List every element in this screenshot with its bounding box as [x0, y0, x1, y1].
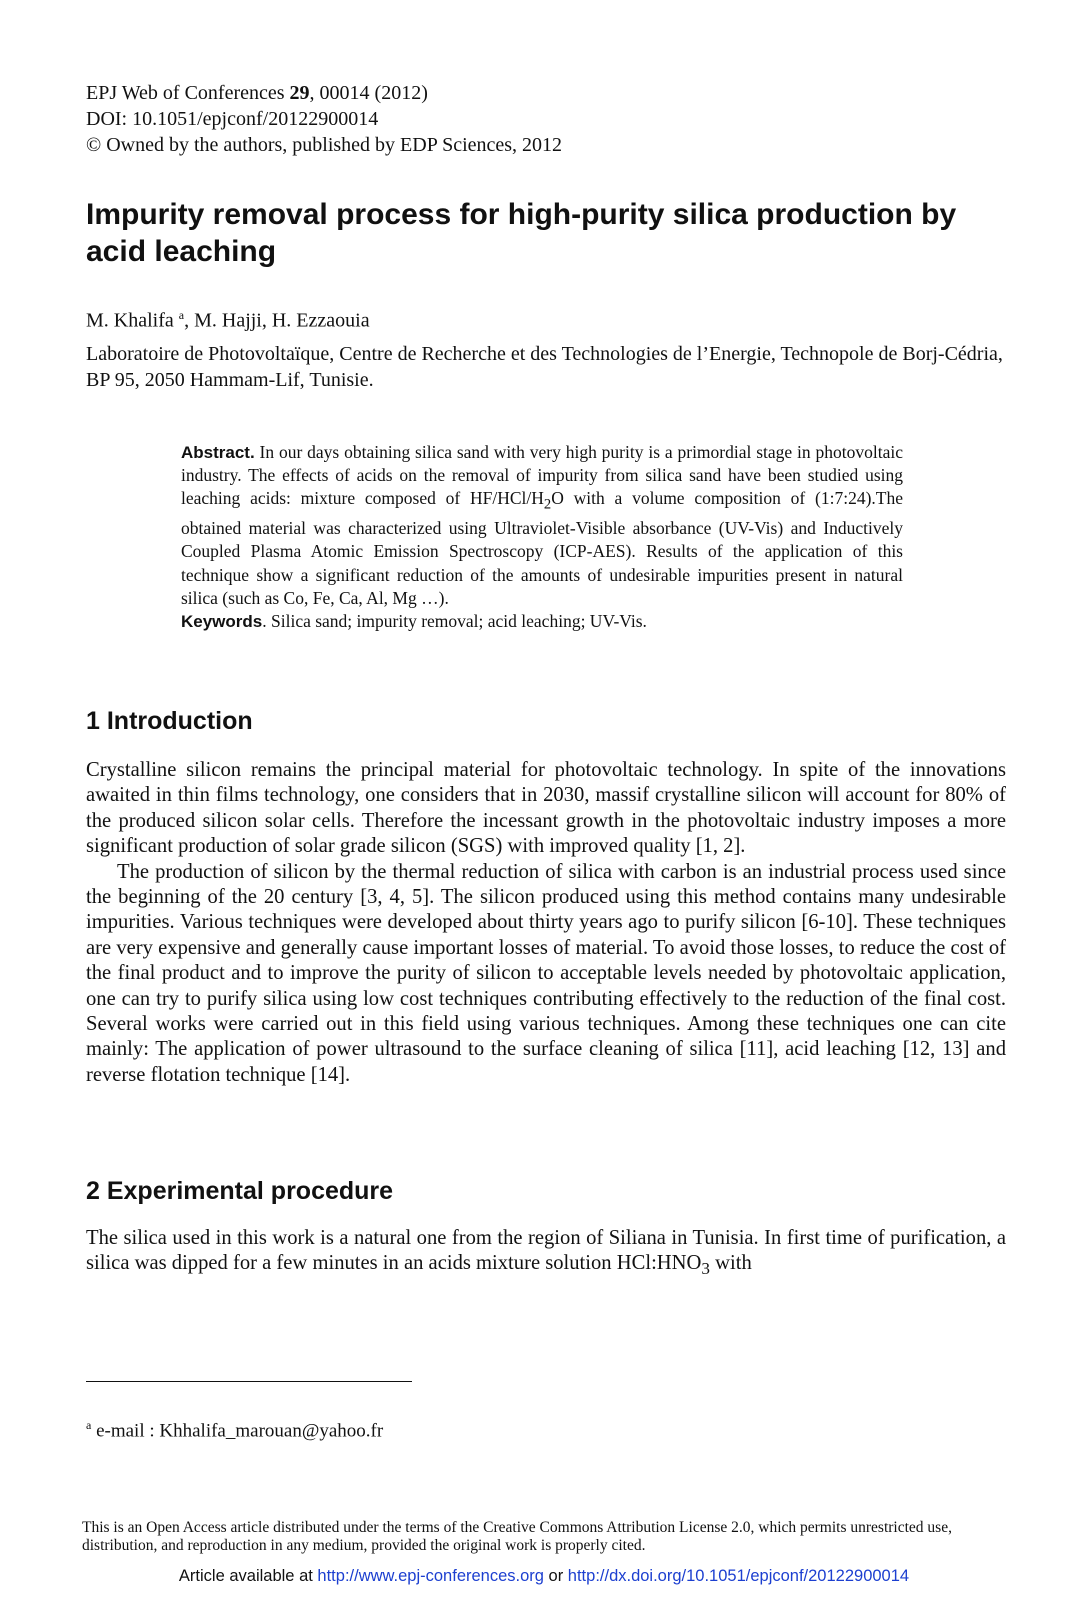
doi-link[interactable]: http://dx.doi.org/10.1051/epjconf/20122900014	[567, 1567, 910, 1585]
footnote	[86, 1413, 383, 1443]
journal-volume: 29	[289, 82, 310, 104]
epj-conferences-link[interactable]: http://www.epj-conferences.org	[317, 1567, 544, 1585]
article-availability: Article available at http://www.epj-conferences.org or http://dx.doi.org/10.1051/epjconf/20122900014	[178, 1567, 910, 1585]
abstract-block	[181, 441, 903, 633]
section-heading-introduction: 1 Introduction	[86, 707, 253, 735]
experimental-body	[86, 1226, 1006, 1282]
journal-header	[86, 80, 562, 158]
keywords-label: Keywords	[181, 611, 263, 631]
license-notice: This is an Open Access article distributed under the terms of the Creative Commons Attribution License 2.0, which permits unrestricted use, distribution, and reproduction in any medium, provided the original work is properly cited.	[82, 1519, 952, 1554]
abstract-paragraph: Abstract. In our days obtaining silica sand with very high purity is a primordial stage in photovoltaic industry. The effects of acids on the removal of impurity from silica sand have been studied using leaching acids: mixture composed of $HF/HCl/H_2O$ with a volume composition of (1:7:24).The obtained material was characterized using Ultraviolet-Visible absorbance (UV-Vis) and Inductively Coupled Plasma Atomic Emission Spectroscopy (ICP-AES). Results of the application of this technique show a significant reduction of the amounts of undesirable impurities present in natural silica (such as Co, Fe, Ca, Al, Mg …).	[181, 442, 903, 608]
affiliation: Laboratoire de Photovoltaïque, Centre de Recherche et des Technologies de l’Energie, Technopole de Borj-Cédria, BP 95, 2050 Hammam-Lif, Tunisie.	[86, 343, 1003, 391]
copyright-line: © Owned by the authors, published by EDP Sciences, 2012	[86, 134, 563, 156]
abstract-label: Abstract.	[181, 443, 255, 462]
experimental-paragraph-1: The silica used in this work is a natural one from the region of Siliana in Tunisia. In first time of purification, a silica was dipped for a few minutes in an acids mixture solution $HCl:HNO_3$ with	[86, 1227, 1006, 1279]
footnote-divider	[86, 1381, 412, 1382]
paper-title: Impurity removal process for high-purity silica production by acid leaching	[86, 198, 957, 268]
footnote-mark: a	[86, 1418, 92, 1432]
intro-paragraph-2: The production of silicon by the thermal reduction of silica with carbon is an industrial process used since the beginning of the 20 century [3, 4, 5]. The silicon produced using this method contains many undesirable impurities. Various techniques were developed about thirty years ago to purify silicon [6-10]. These techniques are very expensive and generally cause important losses of material. To avoid those losses, to reduce the cost of the final product and to improve the purity of silicon to acceptable levels needed by photovoltaic application, one can try to purify silica using low cost techniques contributing effectively to the reduction of the final cost. Several works were carried out in this field using various techniques. Among these techniques one can cite mainly: The application of power ultrasound to the surface cleaning of silica [11], acid leaching [12, 13] and reverse flotation technique [14].	[86, 860, 1006, 1086]
introduction-body	[86, 758, 1006, 1088]
keywords-line: Keywords. Silica sand; impurity removal; acid leaching; UV-Vis.	[181, 610, 647, 631]
footnote-email: e-mail : Khhalifa_marouan@yahoo.fr	[91, 1420, 384, 1442]
author-affiliation-mark: a	[178, 308, 185, 322]
author-list: M. Khalifa $^a$, M. Hajji, H. Ezzaouia	[86, 308, 370, 332]
intro-paragraph-1: Crystalline silicon remains the principal material for photovoltaic technology. In spite of the innovations awaited in thin films technology, one considers that in 2030, massif crystalline silicon will account for 80% of the produced silicon solar cells. Therefore the incessant growth in the photovoltaic industry imposes a more significant production of solar grade silicon (SGS) with improved quality [1, 2].	[86, 759, 1006, 858]
doi-line: DOI: 10.1051/epjconf/20122900014	[86, 108, 379, 130]
journal-citation: EPJ Web of Conferences 29, 00014 (2012)	[86, 82, 428, 104]
section-heading-experimental: 2 Experimental procedure	[86, 1177, 394, 1205]
